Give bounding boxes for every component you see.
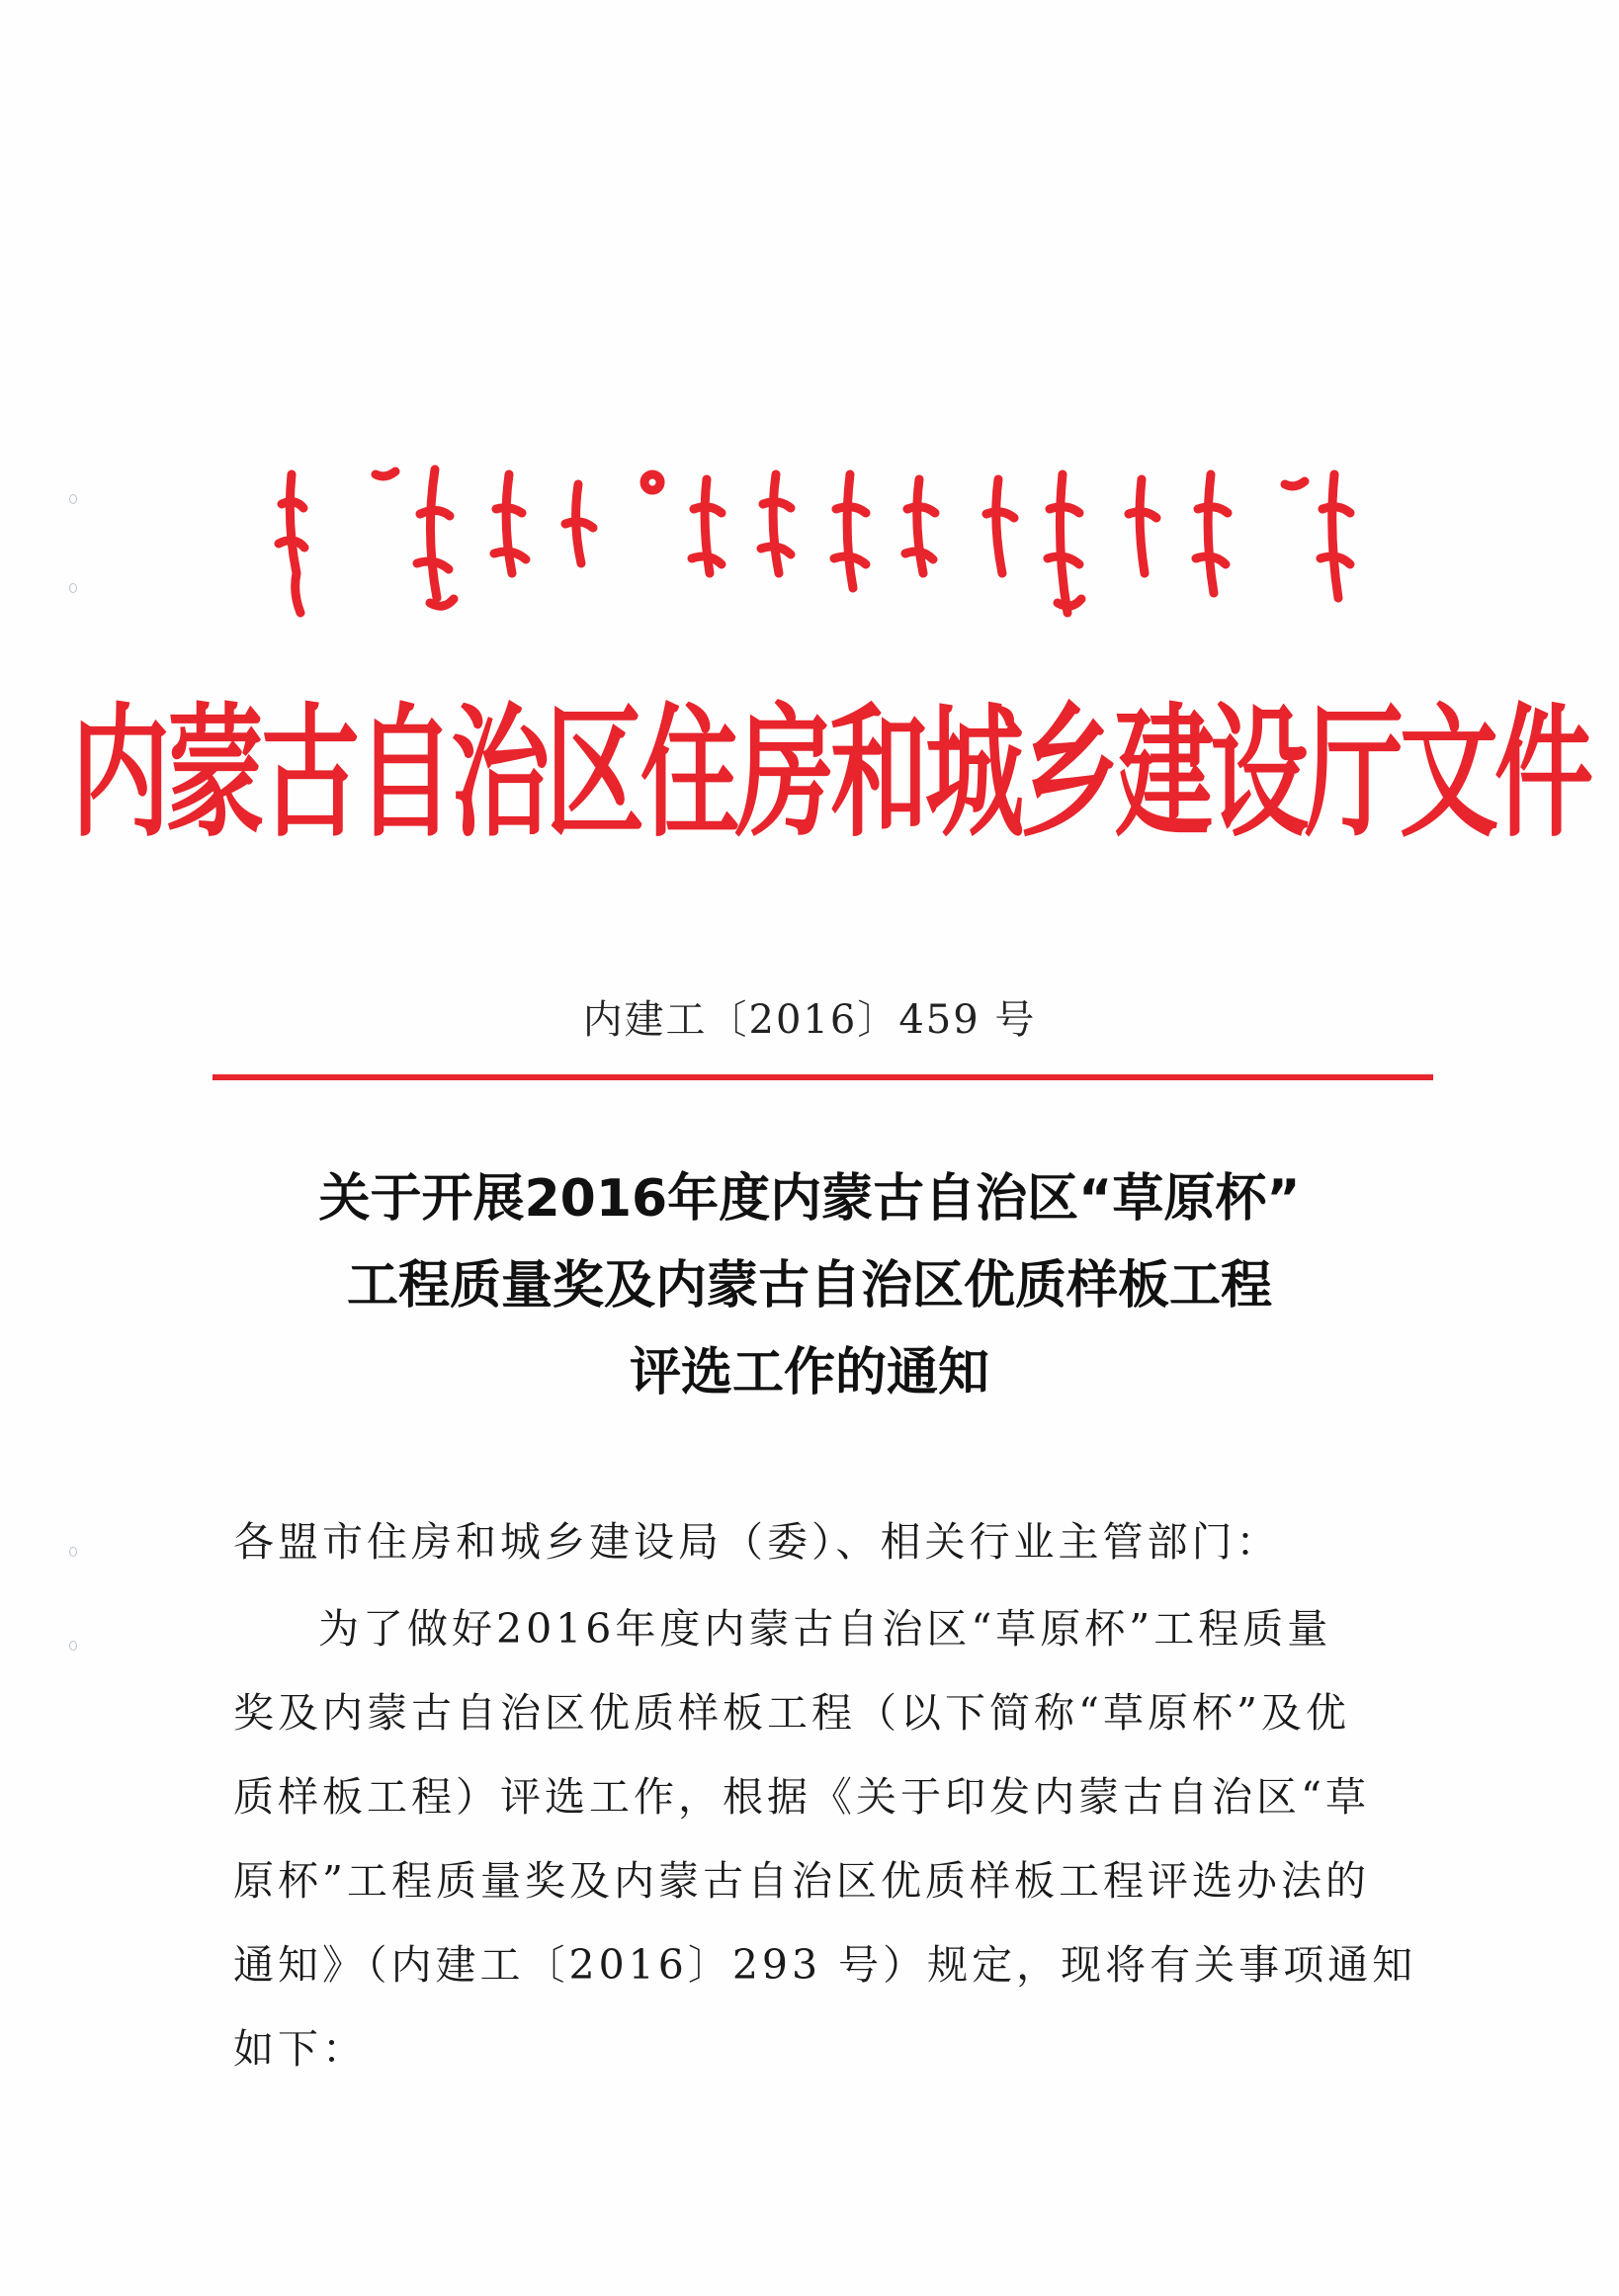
- notice-title-line: 关于开展2016年度内蒙古自治区“草原杯”: [318, 1169, 1301, 1229]
- notice-title-line: 评选工作的通知: [629, 1343, 989, 1403]
- document-number: 内建工〔2016〕459 号: [582, 997, 1037, 1043]
- issuing-authority-title: 内蒙古自治区住房和城乡建设厅文件: [71, 689, 1589, 858]
- body-text-line: 为了做好2016年度内蒙古自治区“草原杯”工程质量: [318, 1605, 1332, 1653]
- scan-speck: [69, 1641, 77, 1651]
- red-divider-line: [213, 1074, 1433, 1080]
- body-text-line: 通知》（内建工〔2016〕293 号）规定，现将有关事项通知: [233, 1941, 1417, 1989]
- body-text-line: 质样板工程）评选工作，根据《关于印发内蒙古自治区“草: [233, 1773, 1370, 1821]
- addressee-line: 各盟市住房和城乡建设局（委）、相关行业主管部门：: [233, 1518, 1281, 1566]
- body-text-line: 如下：: [233, 2025, 367, 2073]
- scan-speck: [69, 583, 77, 593]
- scan-speck: [69, 1547, 77, 1557]
- body-text-line: 原杯”工程质量奖及内蒙古自治区优质样板工程评选办法的: [233, 1857, 1370, 1905]
- scan-speck: [69, 494, 77, 504]
- notice-title-line: 工程质量奖及内蒙古自治区优质样板工程: [346, 1256, 1272, 1316]
- body-text-line: 奖及内蒙古自治区优质样板工程（以下简称“草原杯”及优: [233, 1689, 1350, 1737]
- mongolian-script-header: [267, 465, 1374, 633]
